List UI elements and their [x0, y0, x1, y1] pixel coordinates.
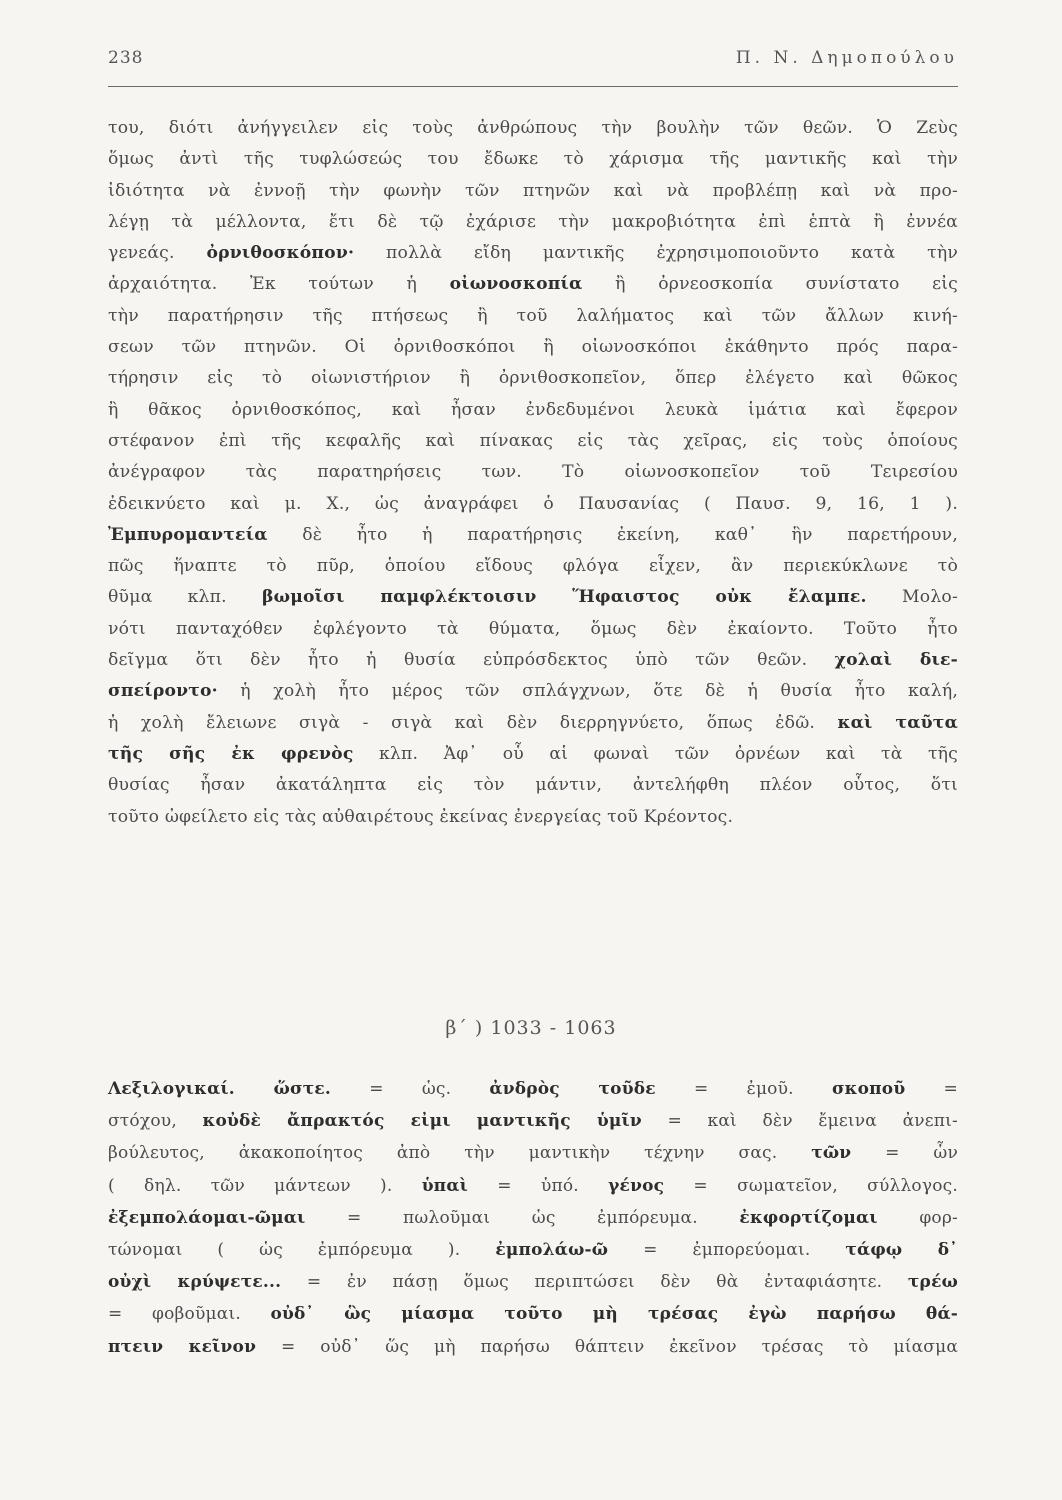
text-line — [108, 489, 958, 520]
text-line — [108, 1266, 958, 1298]
text-run: βούλευτος, ἀκακοποίητος ἀπὸ τὴν μαντικὴν τέχνην σας. — [108, 1143, 812, 1164]
bold-term: καὶ ταῦτα — [837, 712, 958, 733]
text-run: τὴν παρατήρησιν τῆς πτήσεως ἢ τοῦ λαλήματος καὶ τῶν ἄλλων κινή- — [108, 305, 958, 326]
text-line — [108, 582, 958, 613]
text-run: θυσίας ἦσαν ἀκατάληπτα εἰς τὸν μάντιν, ἀντελήφθη πλέον οὗτος, ὅτι — [108, 775, 958, 796]
bold-term: ἐμπολάω-ῶ — [495, 1239, 609, 1260]
text-run: = — [905, 1079, 958, 1099]
text-run: θῦμα κλπ. — [108, 587, 263, 608]
bold-term: οὐδ᾽ ὣς μίασμα τοῦτο μὴ τρέσας ἐγὼ παρήσω θά- — [270, 1304, 958, 1325]
text-run: σεων τῶν πτηνῶν. Οἱ ὀρνιθοσκόποι ἢ οἰωνοσκόποι ἐκάθηντο πρός παρα- — [108, 337, 958, 358]
text-line — [108, 363, 958, 394]
text-line — [108, 1298, 958, 1330]
bold-term: τῆς σῆς ἐκ φρενὸς — [108, 743, 354, 764]
text-run: δεῖγμα ὅτι δὲν ἦτο ἡ θυσία εὐπρόσδεκτος ὑπὸ τῶν θεῶν. — [108, 650, 835, 671]
section-title: β΄ ) 1033 - 1063 — [445, 1017, 617, 1039]
text-run: ἀρχαιότητα. Ἐκ τούτων ἡ — [108, 274, 450, 295]
bold-term: ὑπαὶ — [421, 1175, 469, 1196]
page-header — [108, 44, 958, 74]
bold-term: σπείροντο· — [108, 681, 218, 702]
bold-term: ἀνδρὸς τοῦδε — [489, 1079, 656, 1099]
text-line — [108, 457, 958, 488]
text-run: ἀνέγραφον τὰς παρατηρήσεις των. Τὸ οἰωνοσκοπεῖον τοῦ Τειρεσίου — [108, 462, 958, 483]
text-run: γενεάς. — [108, 243, 207, 264]
text-line — [108, 332, 958, 363]
bold-term: ὀρνιθοσκόπον· — [206, 243, 355, 264]
text-line — [108, 426, 958, 457]
text-run: ἡ χολὴ ἦτο μέρος τῶν σπλάγχνων, ὅτε δὲ ἡ θυσία ἦτο καλή, — [217, 681, 958, 702]
text-run: πολλὰ εἴδη μαντικῆς ἐχρησιμοποιοῦντο κατὰ τὴν — [354, 243, 958, 264]
text-run: λέγῃ τὰ μέλλοντα, ἔτι δὲ τῷ ἐχάρισε τὴν μακροβιότητα ἐπὶ ἑπτὰ ἢ ἐννέα — [108, 211, 958, 232]
text-line — [108, 614, 958, 645]
text-line — [108, 1137, 958, 1169]
text-run: τοῦτο ὠφείλετο εἰς τὰς αὐθαιρέτους ἐκείνας ἐνεργείας τοῦ Κρέοντος. — [108, 806, 734, 827]
text-run: του, διότι ἀνήγγειλεν εἰς τοὺς ἀνθρώπους τὴν βουλὴν τῶν θεῶν. Ὁ Ζεὺς — [108, 118, 958, 138]
text-run: τήρησιν εἰς τὸ οἰωνιστήριον ἢ ὀρνιθοσκοπεῖον, ὅπερ ἐλέγετο καὶ θῶκος — [108, 368, 958, 389]
text-run: κλπ. Ἀφ᾽ οὗ αἱ φωναὶ τῶν ὀρνέων καὶ τὰ τῆς — [353, 743, 958, 764]
bold-term: βωμοῖσι παμφλέκτοισιν Ἥφαιστος οὐκ ἔλαμπε. — [262, 587, 867, 608]
text-run: στέφανον ἐπὶ τῆς κεφαλῆς καὶ πίνακας εἰς τὰς χεῖρας, εἰς τοὺς ὁποίους — [108, 430, 958, 451]
running-head: Π. Ν. Δημοπούλου — [735, 48, 958, 68]
text-run: νότι πανταχόθεν ἐφλέγοντο τὰ θύματα, ὅμως δὲν ἐκαίοντο. Τοῦτο ἦτο — [108, 618, 958, 639]
text-run: ἐδεικνύετο καὶ μ. Χ., ὡς ἀναγράφει ὁ Παυσανίας ( Παυσ. 9, 16, 1 ). — [108, 493, 958, 514]
text-line — [108, 207, 958, 238]
commentary-text — [108, 113, 958, 833]
bold-term: τῶν — [811, 1143, 852, 1164]
bold-term: οἰωνοσκοπία — [449, 274, 583, 295]
text-run: = καὶ δὲν ἔμεινα ἀνεπι- — [641, 1111, 958, 1132]
bold-term: ἐκφορτίζομαι — [739, 1207, 878, 1228]
text-line — [108, 1331, 958, 1363]
bold-term: Ἐμπυρομαντεία — [108, 524, 268, 545]
bold-term: ἐξεμπολάομαι-ῶμαι — [108, 1207, 306, 1228]
text-line — [108, 708, 958, 739]
text-run: ἢ θᾶκος ὀρνιθοσκόπος, καὶ ἦσαν ἐνδεδυμένοι λευκὰ ἱμάτια καὶ ἔφερον — [108, 399, 958, 420]
text-line — [108, 1234, 958, 1266]
text-run: ὅμως ἀντὶ τῆς τυφλώσεώς του ἔδωκε τὸ χάρισμα τῆς μαντικῆς καὶ τὴν — [108, 149, 958, 170]
bold-term: τρέω — [907, 1272, 958, 1293]
text-run: τώνομαι ( ὡς ἐμπόρευμα ). — [108, 1239, 496, 1260]
text-run: = φοβοῦμαι. — [108, 1304, 271, 1325]
text-line — [108, 113, 958, 144]
text-line — [108, 645, 958, 676]
text-line — [108, 395, 958, 426]
text-run: δὲ ἦτο ἡ παρατήρησις ἐκείνη, καθ᾽ ἣν παρετήρουν, — [267, 524, 958, 545]
text-line — [108, 739, 958, 770]
text-line — [108, 301, 958, 332]
text-line — [108, 269, 958, 300]
text-run: = ὑπό. — [468, 1175, 609, 1196]
text-run: ἢ ὀρνεοσκοπία συνίστατο εἰς — [582, 274, 958, 295]
page-number: 238 — [108, 48, 144, 68]
bold-term: οὐχὶ κρύψετε... — [108, 1272, 282, 1293]
text-line — [108, 770, 958, 801]
text-line — [108, 176, 958, 207]
text-run: = ὡς. — [331, 1079, 490, 1099]
text-run: = ὧν — [851, 1143, 959, 1164]
text-run: Μολο- — [866, 587, 958, 608]
text-run: ( δηλ. τῶν μάντεων ). — [108, 1175, 422, 1196]
text-run: = ἐμπορεύομαι. — [608, 1239, 846, 1260]
text-run: φορ- — [877, 1207, 958, 1228]
bold-term: σκοποῦ — [831, 1079, 906, 1099]
text-line — [108, 1170, 958, 1202]
bold-term: κοὐδὲ ἄπρακτός εἰμι μαντικῆς ὑμῖν — [202, 1111, 642, 1132]
bold-term: πτειν κεῖνον — [108, 1336, 257, 1357]
header-rule — [108, 86, 958, 87]
bold-term: γένος — [608, 1175, 665, 1196]
bold-term: τάφῳ δ᾽ — [845, 1239, 959, 1260]
text-run: = ἐμοῦ. — [655, 1079, 832, 1099]
text-run: στόχου, — [108, 1111, 203, 1132]
text-run: ἰδιότητα νὰ ἐννοῇ τὴν φωνὴν τῶν πτηνῶν καὶ νὰ προβλέπῃ καὶ νὰ προ- — [108, 180, 958, 201]
text-line — [108, 802, 958, 833]
text-line — [108, 238, 958, 269]
text-run: ἡ χολὴ ἔλειωνε σιγὰ - σιγὰ καὶ δὲν διερρηγνύετο, ὅπως ἐδῶ. — [108, 712, 838, 733]
text-run: = σωματεῖον, σύλλογος. — [664, 1175, 958, 1196]
text-line — [108, 551, 958, 582]
vocabulary-section — [108, 1073, 958, 1363]
text-line — [108, 144, 958, 175]
text-run: = ἐν πάσῃ ὅμως περιπτώσει δὲν θὰ ἐνταφιάσητε. — [281, 1272, 908, 1293]
text-run: = οὐδ᾽ ὥς μὴ παρήσω θάπτειν ἐκεῖνον τρέσας τὸ μίασμα — [256, 1336, 958, 1357]
text-run: πῶς ἥναπτε τὸ πῦρ, ὁποίου εἴδους φλόγα εἶχεν, ἂν περιεκύκλωνε τὸ — [108, 556, 958, 577]
text-run: = πωλοῦμαι ὡς ἐμπόρευμα. — [305, 1207, 740, 1228]
bold-term: χολαὶ διε- — [834, 650, 958, 671]
text-line — [108, 1105, 958, 1137]
text-line — [108, 676, 958, 707]
text-line — [108, 1073, 958, 1105]
text-line — [108, 520, 958, 551]
bold-term: Λεξιλογικαί. ὥστε. — [108, 1079, 332, 1099]
text-line — [108, 1202, 958, 1234]
